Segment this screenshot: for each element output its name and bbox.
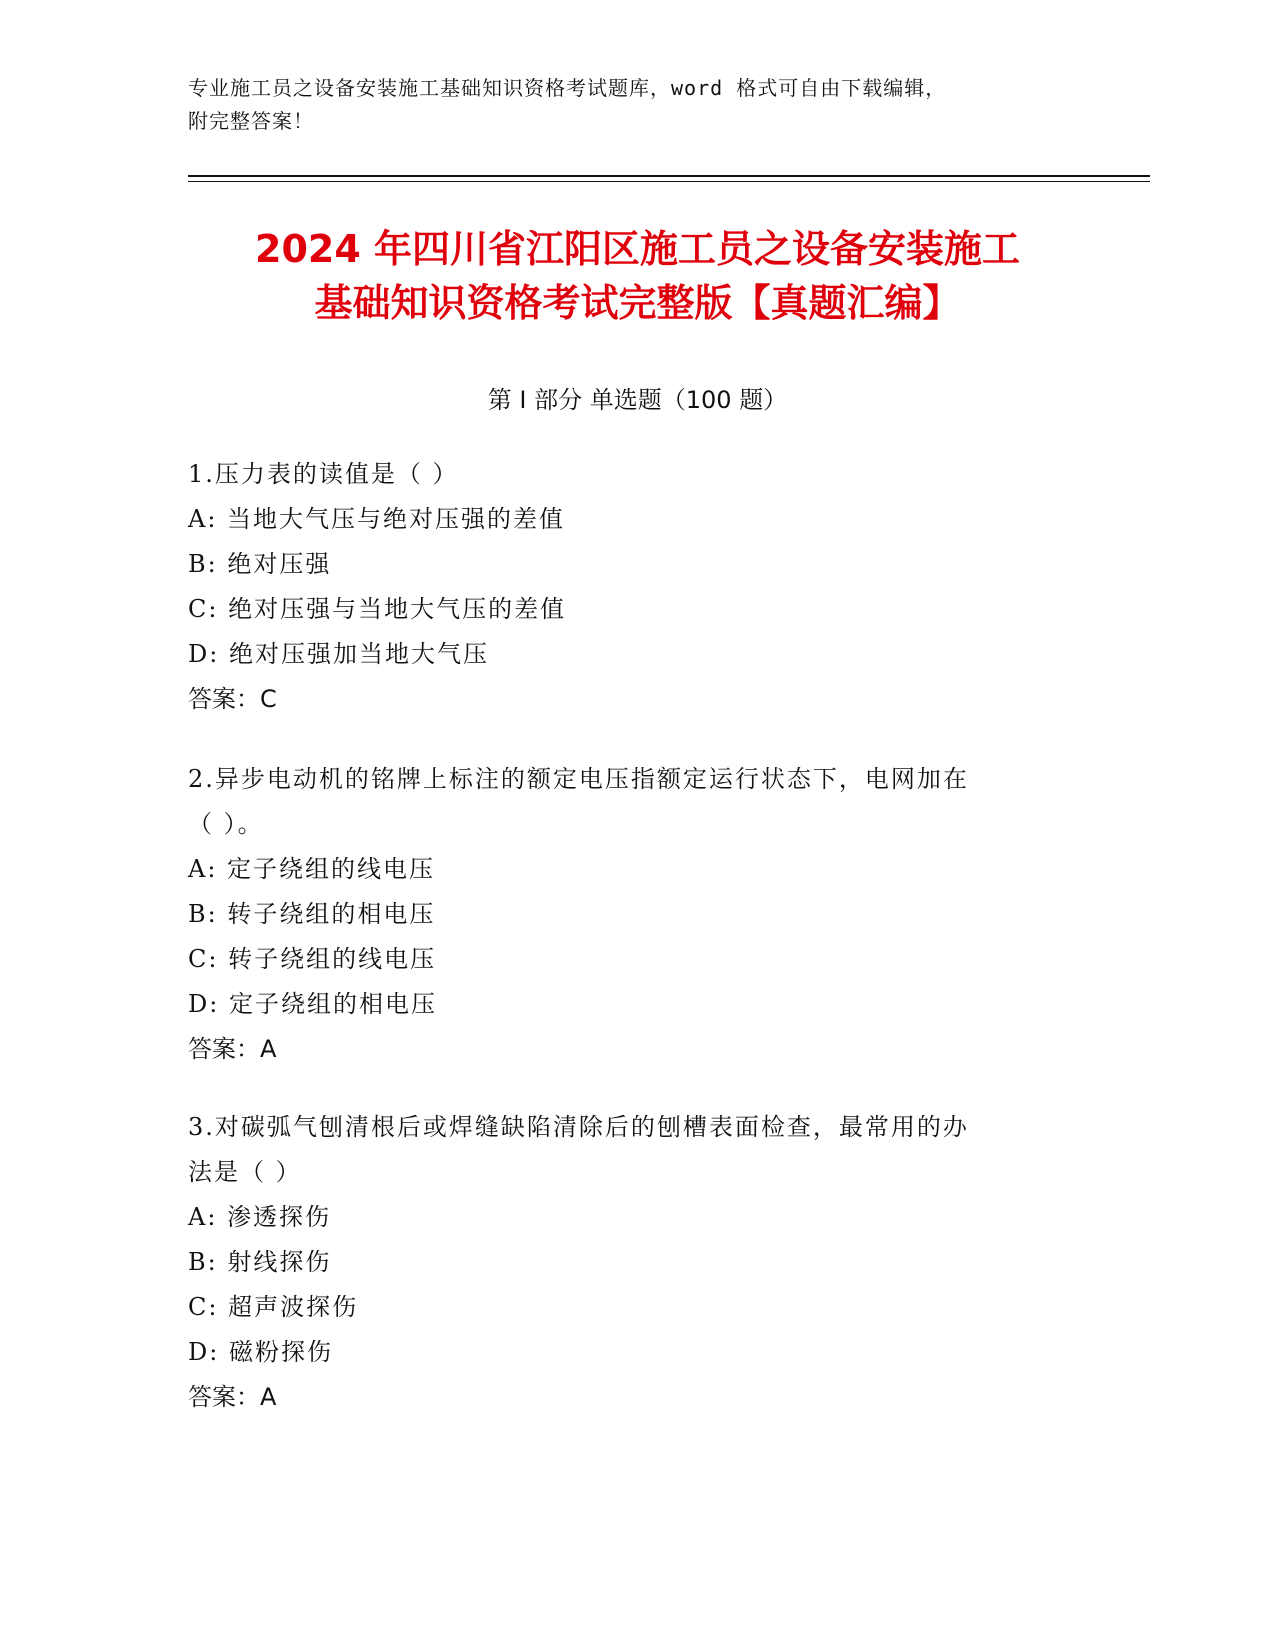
header-note (188, 72, 1068, 138)
header-note-line-1: 专业施工员之设备安装施工基础知识资格考试题库，word 格式可自由下载编辑， (188, 76, 947, 100)
question-stem-line: 2.异步电动机的铭牌上标注的额定电压指额定运行状态下，电网加在 (188, 765, 969, 793)
answer: 答案：A (188, 1383, 277, 1411)
question-stem (188, 1105, 1068, 1195)
question-stem-line: 3.对碳弧气刨清根后或焊缝缺陷清除后的刨槽表面检查，最常用的办 (188, 1113, 969, 1141)
option-b: B: 射线探伤 (188, 1248, 332, 1276)
answer: 答案：A (188, 1035, 277, 1063)
answer: 答案：C (188, 685, 277, 713)
header-note-line-2: 附完整答案！ (188, 109, 314, 133)
question-2 (188, 757, 1068, 1072)
question-stem-line: （ ）。 (188, 810, 264, 838)
question-stem (188, 757, 1068, 847)
option-b: B: 转子绕组的相电压 (188, 900, 436, 928)
option-c: C: 转子绕组的线电压 (188, 945, 437, 973)
header-divider-thick (188, 175, 1150, 177)
header-divider-thin (188, 181, 1150, 182)
question-stem-line: 1.压力表的读值是（ ） (188, 460, 459, 488)
question-stem-line: 法是（ ） (188, 1158, 302, 1186)
option-a: A: 当地大气压与绝对压强的差值 (188, 505, 566, 533)
question-stem (188, 452, 1068, 497)
option-c: C: 绝对压强与当地大气压的差值 (188, 595, 567, 623)
option-d: D: 绝对压强加当地大气压 (188, 640, 489, 668)
option-a: A: 定子绕组的线电压 (188, 855, 436, 883)
question-1 (188, 452, 1068, 722)
option-c: C: 超声波探伤 (188, 1293, 359, 1321)
option-d: D: 磁粉探伤 (188, 1338, 333, 1366)
document-title-line-1: 2024 年四川省江阳区施工员之设备安装施工 (255, 227, 1020, 271)
option-b: B: 绝对压强 (188, 550, 332, 578)
document-title-line-2: 基础知识资格考试完整版【真题汇编】 (314, 281, 961, 325)
document-title (150, 222, 1125, 330)
question-3 (188, 1105, 1068, 1420)
option-a: A: 渗透探伤 (188, 1203, 332, 1231)
option-d: D: 定子绕组的相电压 (188, 990, 437, 1018)
section-heading: 第 I 部分 单选题（100 题） (487, 386, 788, 414)
